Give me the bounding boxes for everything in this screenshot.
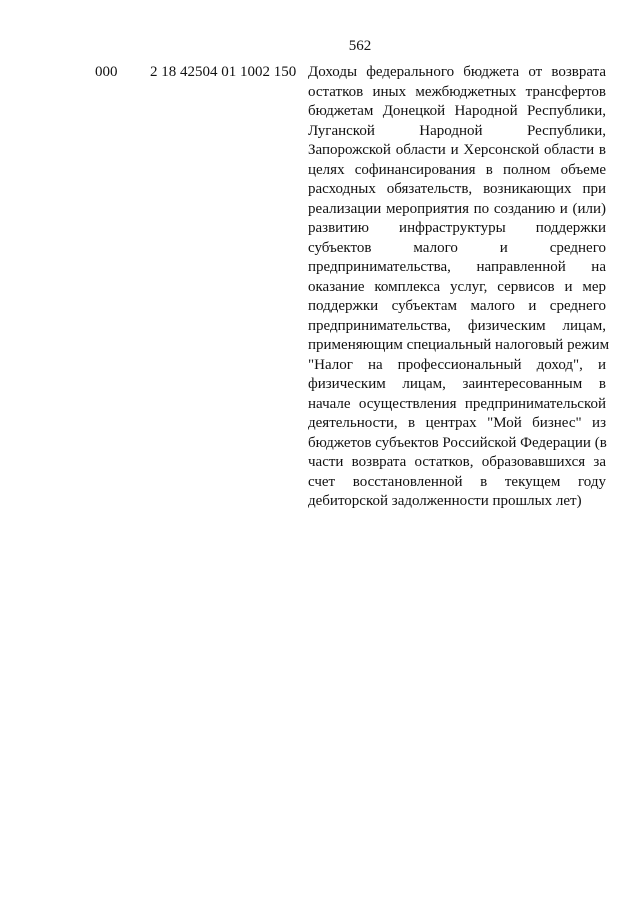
- description-line: счет восстановленной в текущем году: [308, 473, 606, 490]
- admin-code: 000: [95, 64, 118, 80]
- description-line: предпринимательства, направленной на: [308, 259, 606, 275]
- income-description: [308, 63, 610, 512]
- description-line: Доходы федерального бюджета от возврата: [308, 64, 606, 80]
- description-line: остатков иных межбюджетных трансфертов: [308, 83, 606, 100]
- description-line: целях софинансирования в полном объеме: [308, 161, 606, 178]
- description-line: части возврата остатков, образовавшихся за: [308, 454, 606, 470]
- description-line: поддержки субъектам малого и среднего: [308, 298, 606, 314]
- page-number: 562: [348, 38, 372, 54]
- description-line: субъектов малого и среднего: [308, 239, 606, 256]
- description-line: бюджетов субъектов Российской Федерации (в: [308, 434, 607, 451]
- description-line: реализации мероприятия по созданию и (или): [308, 200, 606, 217]
- description-line: расходных обязательств, возникающих при: [308, 181, 606, 197]
- classification-code: 2 18 42504 01 1002 150: [150, 64, 297, 80]
- description-line: физическим лицам, заинтересованным в: [308, 376, 606, 392]
- description-line: развитию инфраструктуры поддержки: [308, 220, 606, 236]
- description-line: применяющим специальный налоговый режим: [308, 337, 610, 353]
- description-line: оказание комплекса услуг, сервисов и мер: [308, 278, 606, 295]
- description-line: деятельности, в центрах "Мой бизнес" из: [308, 415, 606, 431]
- description-line: начале осуществления предпринимательской: [308, 395, 606, 412]
- description-line: "Налог на профессиональный доход", и: [308, 356, 606, 373]
- description-line: бюджетам Донецкой Народной Республики,: [308, 103, 606, 119]
- description-line: Запорожской области и Херсонской области в: [308, 142, 606, 158]
- description-line: Луганской Народной Республики,: [308, 122, 606, 139]
- description-line: предпринимательства, физическим лицам,: [308, 317, 606, 334]
- description-line: дебиторской задолженности прошлых лет): [308, 493, 582, 509]
